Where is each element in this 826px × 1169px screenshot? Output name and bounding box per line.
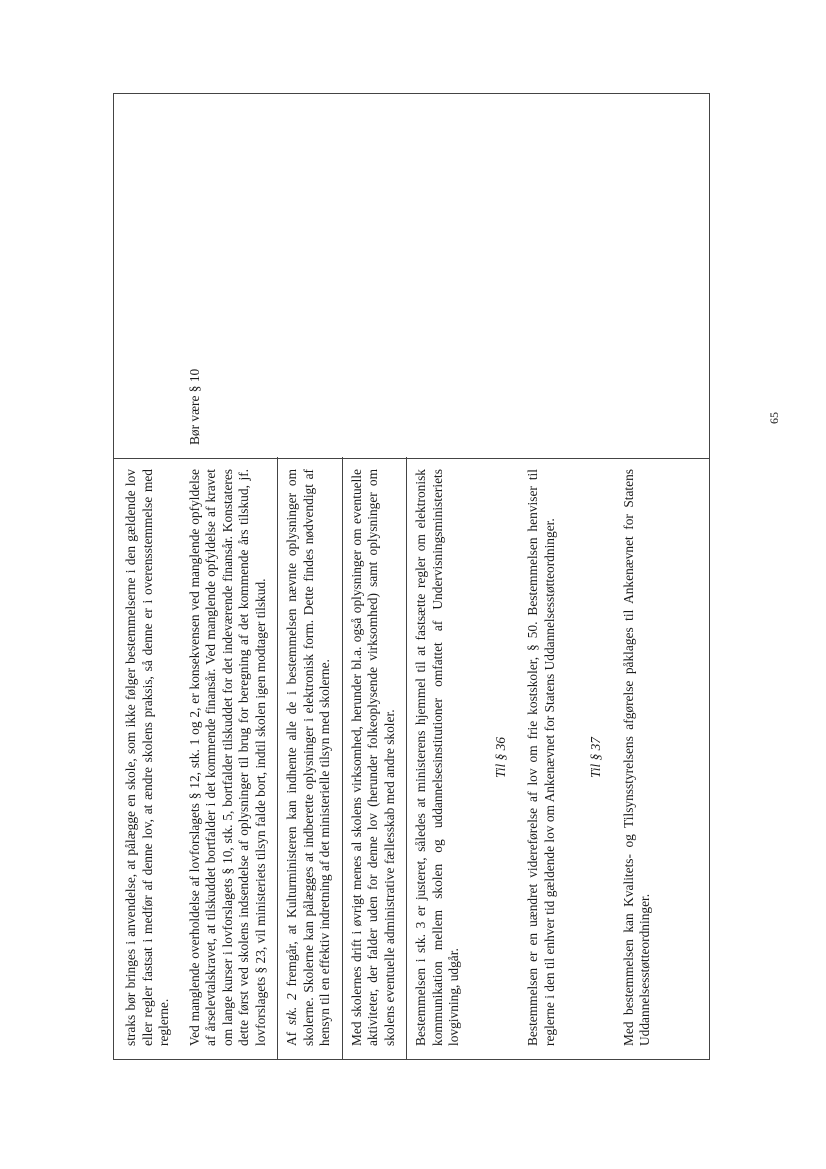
paragraph-6: Bestemmelsen er en uændret videreførelse af lov om frie kostskoler, § 50. Bestemmelsen henviser til reglerne i den til enhver tid gældende lov om Ankenævnet for Statens Uddannelsesstøtteordninger. xyxy=(525,469,557,1046)
side-comment: Bør være § 10 xyxy=(187,368,202,445)
row-divider xyxy=(406,457,407,1060)
row-divider xyxy=(342,457,343,1060)
rotated-page-content xyxy=(113,93,710,1060)
page-number: 65 xyxy=(767,412,781,424)
heading-til-36: Til § 36 xyxy=(492,737,508,778)
paragraph-3 xyxy=(284,469,334,1046)
paragraph-3-italic: stk. 2 xyxy=(284,993,299,1026)
paragraph-3-rest: fremgår, at Kulturministeren kan indhente alle de i bestemmelsen nævnte oplysninger om skolerne. Skolerne kan pålægges at indberette oplysninger i elektronisk form. Dette findes nødvendigt af hensyn til en effektiv indretning af det ministerielle tilsyn med skolerne. xyxy=(284,468,332,1046)
paragraph-2: Ved manglende overholdelse af lovforslagets § 12, stk. 1 og 2, er konsekvensen ved manglende opfyldelse af årselevtalskravet, at tilskuddet bortfalder i det kommende finansår. Ved manglende opfyldelse af kravet om lange kurser i lovforslagets § 10, stk. 5, bortfalder tilskuddet for det indeværende finansår. Konstateres dette først ved skolens indsendelse af oplysninger til brug for beregning af det kommende års tilskud, jf. lovforslagets § 23, vil ministeriets tilsyn falde bort, indtil skolen igen modtager tilskud. xyxy=(186,469,268,1046)
paragraph-3-prefix: Af xyxy=(284,1025,299,1046)
paragraph-4: Med skolernes drift i øvrigt menes al skolens virksomhed, herunder bl.a. også oplysninger om eventuelle aktiviteter, der falder uden for denne lov (herunder folkeoplysende virksomhed) samt oplysninger om skolens eventuelle administrative fællesskab med andre skoler. xyxy=(348,469,397,1046)
comment-cell xyxy=(113,93,710,457)
paragraph-7: Med bestemmelsen kan Kvalitets- og Tilsynsstyrelsens afgørelse påklages til Ankenævnet for Statens Uddannelsesstøtteordninger. xyxy=(620,469,652,1046)
heading-til-37: Til § 37 xyxy=(588,737,603,778)
row-divider xyxy=(277,457,278,1060)
paragraph-1: straks bør bringes i anvendelse, at pålægge en skole, som ikke følger bestemmelserne i den gældende lov eller regler fastsat i medfør af denne lov, at ændre skolens praksis, så denne er i overensstemmelse med reglerne. xyxy=(123,469,171,1046)
paragraph-5: Bestemmelsen i stk. 3 er justeret, således at ministerens hjemmel til at fastsætte regler om elektronisk kommunikation mellem skolen og uddannelsesinstitutioner omfattet af Undervisningsministeriets lovgivning, udgår. xyxy=(413,469,461,1046)
main-text-cell xyxy=(113,457,710,1060)
